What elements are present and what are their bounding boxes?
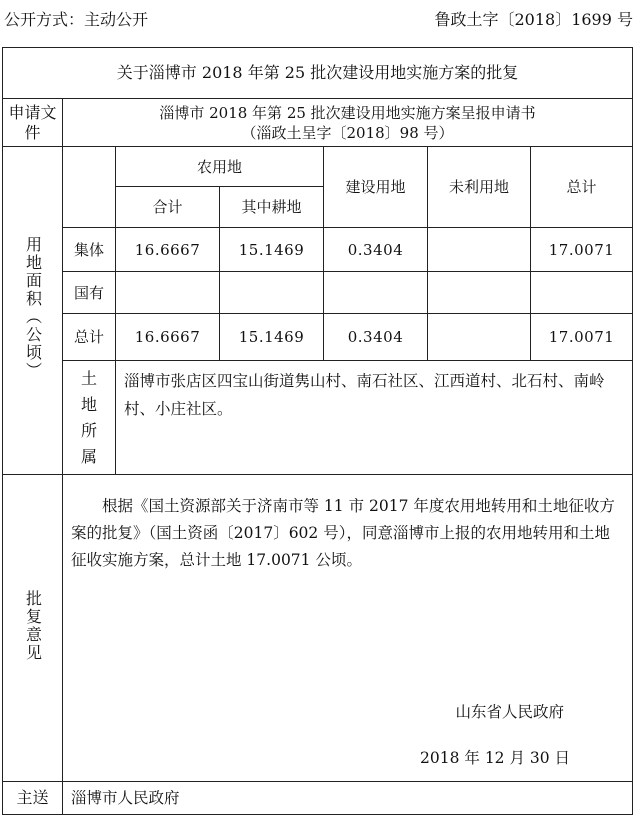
ownership-label-line2: 所属	[80, 420, 97, 466]
header-blank-cell	[63, 147, 116, 228]
row-label: 总计	[63, 314, 116, 361]
cell-unused	[428, 228, 531, 272]
ownership-label-line1: 土地	[80, 368, 97, 414]
cell-construction: 0.3404	[324, 314, 428, 361]
cell-farmland: 15.1469	[220, 228, 324, 272]
table-row-total	[3, 314, 633, 361]
application-file-title: 淄博市 2018 年第 25 批次建设用地实施方案呈报申请书	[159, 103, 536, 122]
approval-table	[2, 47, 633, 815]
opinion-label: 批复意见	[3, 475, 63, 782]
cell-total: 17.0071	[531, 314, 633, 361]
cell-agri-total: 16.6667	[116, 314, 220, 361]
issuer: 山东省人民政府	[455, 703, 565, 721]
recipient-label: 主送	[3, 782, 63, 815]
disclosure-method: 公开方式：主动公开	[4, 10, 149, 29]
row-label: 国有	[63, 272, 116, 314]
col-header-agri-total: 合计	[116, 187, 220, 228]
opinion-body: 根据《国土资源部关于济南市等 11 市 2017 年度农用地转用和土地征收方案的批复》（国土资函〔2017〕602 号），同意淄博市上报的农用地转用和土地征收实施方案，总计土地 17.0071 公顷。	[71, 497, 615, 569]
col-header-construction: 建设用地	[324, 147, 428, 228]
cell-unused	[428, 272, 531, 314]
opinion-content	[63, 475, 633, 782]
application-file	[63, 99, 633, 147]
document-number: 鲁政土字〔2018〕1699 号	[434, 10, 633, 29]
recipient-value: 淄博市人民政府	[63, 782, 633, 815]
cell-unused	[428, 314, 531, 361]
ownership-label	[63, 361, 116, 475]
cell-construction	[324, 272, 428, 314]
cell-farmland	[220, 272, 324, 314]
application-file-number: （淄政土呈字〔2018〕98 号）	[241, 123, 454, 142]
col-header-total: 总计	[531, 147, 633, 228]
table-row-state	[3, 272, 633, 314]
cell-total	[531, 272, 633, 314]
col-header-farmland: 其中耕地	[220, 187, 324, 228]
ownership-text: 淄博市张店区四宝山街道隽山村、南石社区、江西道村、北石村、南岭村、小庄社区。	[116, 361, 633, 475]
row-label: 集体	[63, 228, 116, 272]
cell-construction: 0.3404	[324, 228, 428, 272]
cell-total: 17.0071	[531, 228, 633, 272]
cell-farmland: 15.1469	[220, 314, 324, 361]
land-area-side-label: 用地面积（公顷）	[3, 147, 63, 475]
cell-agri-total	[116, 272, 220, 314]
cell-agri-total: 16.6667	[116, 228, 220, 272]
application-label: 申请文件	[3, 99, 63, 147]
issue-date: 2018 年 12 月 30 日	[420, 749, 571, 767]
col-header-agricultural: 农用地	[116, 147, 324, 187]
table-row-collective	[3, 228, 633, 272]
document-title: 关于淄博市 2018 年第 25 批次建设用地实施方案的批复	[3, 48, 633, 99]
col-header-unused: 未利用地	[428, 147, 531, 228]
